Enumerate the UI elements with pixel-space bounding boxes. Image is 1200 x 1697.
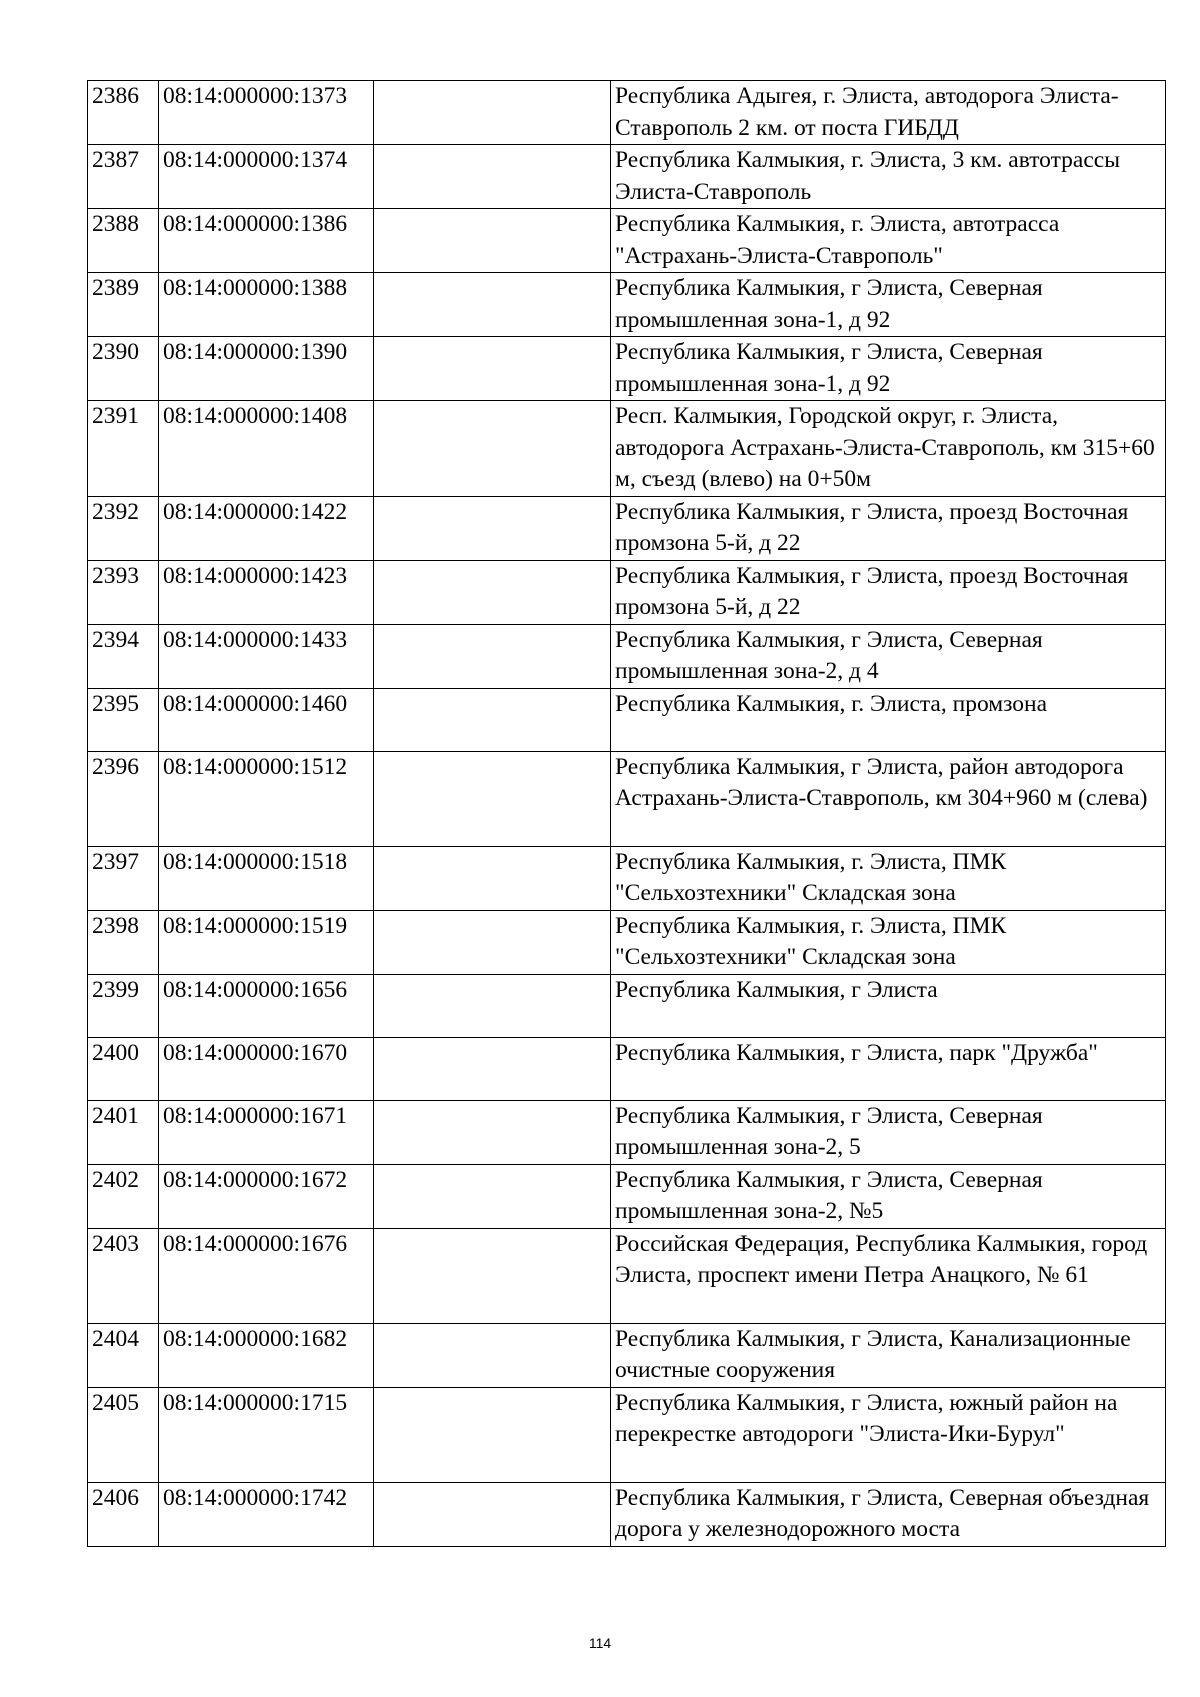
empty-cell [374, 624, 611, 688]
address-cell: Республика Калмыкия, г. Элиста, автотрасса "Астрахань-Элиста-Ставрополь" [611, 209, 1166, 273]
address-cell: Республика Калмыкия, г Элиста, проезд Восточная промзона 5-й, д 22 [611, 496, 1166, 560]
row-number: 2386 [88, 81, 159, 145]
table-row [88, 688, 1166, 751]
table-row [88, 1164, 1166, 1228]
row-number: 2406 [88, 1482, 159, 1546]
table-row [88, 1323, 1166, 1387]
cadastral-number: 08:14:000000:1670 [159, 1037, 374, 1100]
address-cell: Республика Калмыкия, г Элиста [611, 974, 1166, 1037]
address-cell: Республика Калмыкия, г. Элиста, 3 км. автотрассы Элиста-Ставрополь [611, 145, 1166, 209]
cadastral-number: 08:14:000000:1715 [159, 1387, 374, 1482]
table-row [88, 751, 1166, 846]
table-row [88, 273, 1166, 337]
address-cell: Республика Калмыкия, г. Элиста, ПМК "Сельхозтехники" Складская зона [611, 910, 1166, 974]
table-row [88, 624, 1166, 688]
address-cell: Респ. Калмыкия, Городской округ, г. Элиста, автодорога Астрахань-Элиста-Ставрополь, км 315+60 м, съезд (влево) на 0+50м [611, 401, 1166, 497]
cadastral-number: 08:14:000000:1423 [159, 560, 374, 624]
table-row [88, 1482, 1166, 1546]
row-number: 2402 [88, 1164, 159, 1228]
empty-cell [374, 1387, 611, 1482]
row-number: 2404 [88, 1323, 159, 1387]
table-row [88, 1228, 1166, 1323]
empty-cell [374, 1323, 611, 1387]
row-number: 2396 [88, 751, 159, 846]
cadastral-number: 08:14:000000:1512 [159, 751, 374, 846]
address-cell: Российская Федерация, Республика Калмыкия, город Элиста, проспект имени Петра Анацкого, № 61 [611, 1228, 1166, 1323]
table-row [88, 910, 1166, 974]
table-body [88, 81, 1166, 1547]
table-row [88, 1037, 1166, 1100]
row-number: 2399 [88, 974, 159, 1037]
page-number: 114 [588, 1635, 612, 1651]
table-row [88, 496, 1166, 560]
cadastral-number: 08:14:000000:1386 [159, 209, 374, 273]
empty-cell [374, 1100, 611, 1164]
table-row [88, 81, 1166, 145]
address-cell: Республика Калмыкия, г. Элиста, промзона [611, 688, 1166, 751]
empty-cell [374, 1037, 611, 1100]
row-number: 2392 [88, 496, 159, 560]
table-row [88, 974, 1166, 1037]
empty-cell [374, 81, 611, 145]
cadastral-number: 08:14:000000:1460 [159, 688, 374, 751]
row-number: 2400 [88, 1037, 159, 1100]
cadastral-number: 08:14:000000:1422 [159, 496, 374, 560]
cadastral-number: 08:14:000000:1672 [159, 1164, 374, 1228]
table-row [88, 560, 1166, 624]
empty-cell [374, 145, 611, 209]
empty-cell [374, 974, 611, 1037]
empty-cell [374, 846, 611, 910]
empty-cell [374, 1164, 611, 1228]
empty-cell [374, 560, 611, 624]
empty-cell [374, 1228, 611, 1323]
empty-cell [374, 337, 611, 401]
address-cell: Республика Адыгея, г. Элиста, автодорога Элиста-Ставрополь 2 км. от поста ГИБДД [611, 81, 1166, 145]
address-cell: Республика Калмыкия, г Элиста, район автодорога Астрахань-Элиста-Ставрополь, км 304+960 м (слева) [611, 751, 1166, 846]
document-page [87, 80, 1165, 1547]
table-row [88, 846, 1166, 910]
cadastral-number: 08:14:000000:1373 [159, 81, 374, 145]
address-cell: Республика Калмыкия, г Элиста, Канализационные очистные сооружения [611, 1323, 1166, 1387]
row-number: 2389 [88, 273, 159, 337]
empty-cell [374, 751, 611, 846]
cadastral-number: 08:14:000000:1374 [159, 145, 374, 209]
address-cell: Республика Калмыкия, г Элиста, Северная промышленная зона-1, д 92 [611, 273, 1166, 337]
row-number: 2405 [88, 1387, 159, 1482]
cadastral-number: 08:14:000000:1676 [159, 1228, 374, 1323]
cadastral-number: 08:14:000000:1742 [159, 1482, 374, 1546]
address-cell: Республика Калмыкия, г Элиста, Северная промышленная зона-2, д 4 [611, 624, 1166, 688]
address-cell: Республика Калмыкия, г Элиста, парк "Дружба" [611, 1037, 1166, 1100]
row-number: 2401 [88, 1100, 159, 1164]
row-number: 2387 [88, 145, 159, 209]
cadastral-table [87, 80, 1166, 1547]
empty-cell [374, 496, 611, 560]
address-cell: Республика Калмыкия, г Элиста, Северная объездная дорога у железнодорожного моста [611, 1482, 1166, 1546]
table-row [88, 209, 1166, 273]
address-cell: Республика Калмыкия, г Элиста, проезд Восточная промзона 5-й, д 22 [611, 560, 1166, 624]
row-number: 2397 [88, 846, 159, 910]
row-number: 2394 [88, 624, 159, 688]
row-number: 2395 [88, 688, 159, 751]
cadastral-number: 08:14:000000:1433 [159, 624, 374, 688]
row-number: 2391 [88, 401, 159, 497]
cadastral-number: 08:14:000000:1656 [159, 974, 374, 1037]
cadastral-number: 08:14:000000:1408 [159, 401, 374, 497]
table-row [88, 1387, 1166, 1482]
table-row [88, 401, 1166, 497]
empty-cell [374, 910, 611, 974]
row-number: 2398 [88, 910, 159, 974]
row-number: 2403 [88, 1228, 159, 1323]
table-row [88, 337, 1166, 401]
address-cell: Республика Калмыкия, г Элиста, южный район на перекрестке автодороги "Элиста-Ики-Бурул" [611, 1387, 1166, 1482]
address-cell: Республика Калмыкия, г Элиста, Северная промышленная зона-2, №5 [611, 1164, 1166, 1228]
empty-cell [374, 209, 611, 273]
cadastral-number: 08:14:000000:1518 [159, 846, 374, 910]
empty-cell [374, 273, 611, 337]
address-cell: Республика Калмыкия, г. Элиста, ПМК "Сельхозтехники" Складская зона [611, 846, 1166, 910]
empty-cell [374, 401, 611, 497]
cadastral-number: 08:14:000000:1519 [159, 910, 374, 974]
cadastral-number: 08:14:000000:1388 [159, 273, 374, 337]
empty-cell [374, 1482, 611, 1546]
row-number: 2388 [88, 209, 159, 273]
table-row [88, 145, 1166, 209]
address-cell: Республика Калмыкия, г Элиста, Северная промышленная зона-2, 5 [611, 1100, 1166, 1164]
cadastral-number: 08:14:000000:1390 [159, 337, 374, 401]
table-row [88, 1100, 1166, 1164]
empty-cell [374, 688, 611, 751]
address-cell: Республика Калмыкия, г Элиста, Северная промышленная зона-1, д 92 [611, 337, 1166, 401]
cadastral-number: 08:14:000000:1682 [159, 1323, 374, 1387]
cadastral-number: 08:14:000000:1671 [159, 1100, 374, 1164]
row-number: 2390 [88, 337, 159, 401]
row-number: 2393 [88, 560, 159, 624]
